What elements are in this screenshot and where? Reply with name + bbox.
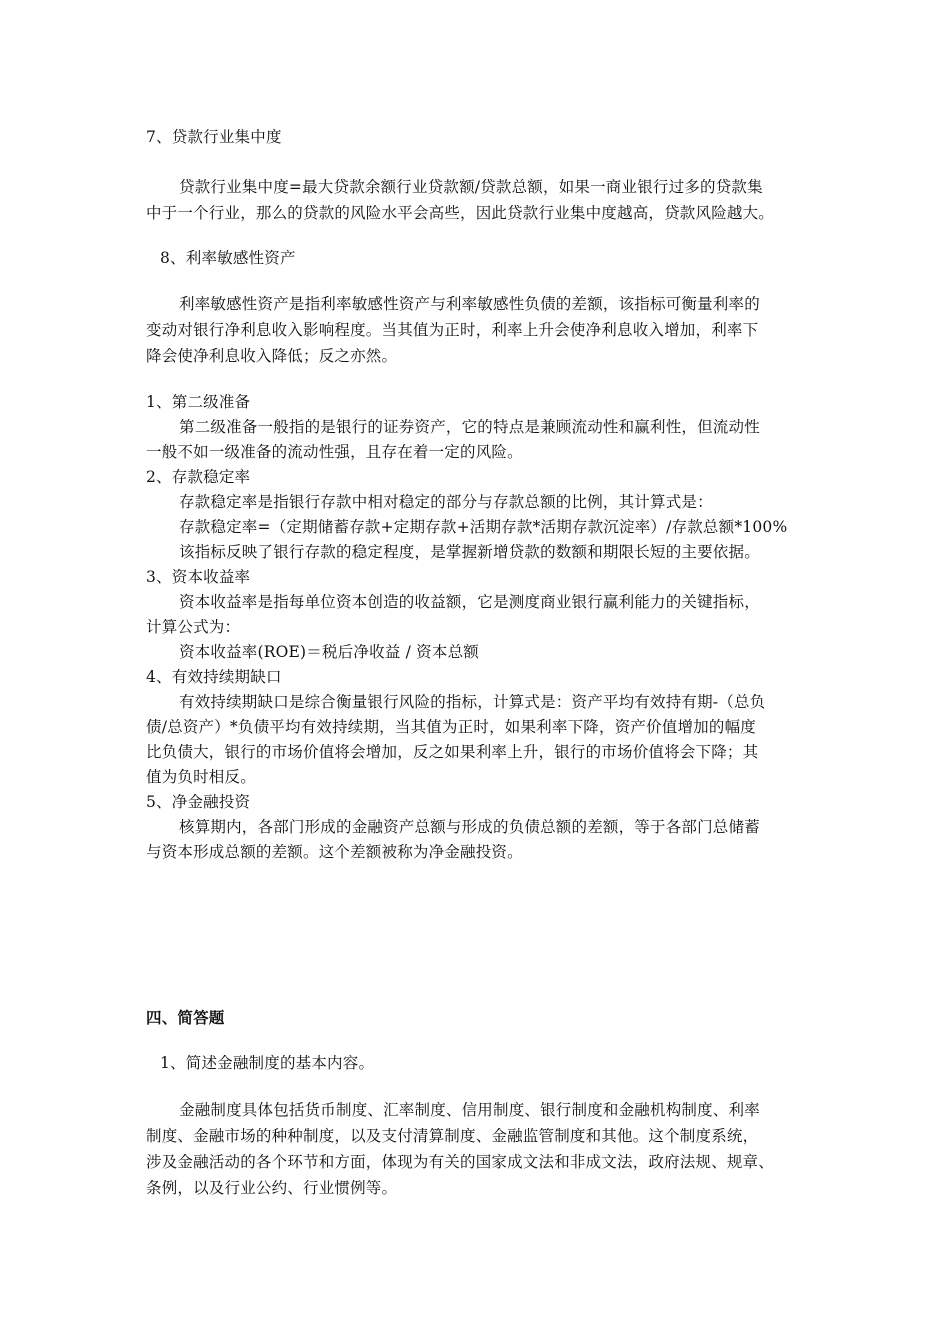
- paragraph-line: 资本收益率是指每单位资本创造的收益额，它是测度商业银行赢利能力的关键指标，: [179, 593, 760, 611]
- section-heading-rate-sensitive-assets: 8、利率敏感性资产: [160, 249, 296, 267]
- paragraph-line: 值为负时相反。: [146, 768, 256, 786]
- paragraph-line: 中于一个行业，那么的贷款的风险水平会高些，因此贷款行业集中度越高，贷款风险越大。: [146, 204, 775, 222]
- paragraph-line: 核算期内，各部门形成的金融资产总额与形成的负债总额的差额，等于各部门总储蓄: [179, 818, 760, 836]
- paragraph-line: 条例，以及行业公约、行业惯例等。: [146, 1179, 398, 1197]
- section-heading-net-financial-investment: 5、净金融投资: [146, 793, 251, 811]
- section-heading-duration-gap: 4、有效持续期缺口: [146, 668, 282, 686]
- paragraph-line: 制度、金融市场的种种制度，以及支付清算制度、金融监管制度和其他。这个制度系统，: [146, 1127, 759, 1145]
- paragraph-line: 变动对银行净利息收入影响程度。当其值为正时，利率上升会使净利息收入增加，利率下: [146, 321, 759, 339]
- paragraph-line: 贷款行业集中度=最大贷款余额行业贷款额/贷款总额，如果一商业银行过多的贷款集: [179, 178, 763, 196]
- section-heading-return-on-equity: 3、资本收益率: [146, 568, 251, 586]
- paragraph-line: 一般不如一级准备的流动性强，且存在着一定的风险。: [146, 443, 523, 461]
- paragraph-line: 利率敏感性资产是指利率敏感性资产与利率敏感性负债的差额，该指标可衡量利率的: [179, 295, 760, 313]
- paragraph-line: 比负债大，银行的市场价值将会增加，反之如果利率上升，银行的市场价值将会下降；其: [146, 743, 759, 761]
- formula-line: 资本收益率(ROE)＝税后净收益 / 资本总额: [179, 643, 479, 661]
- section-heading-loan-industry-concentration: 7、贷款行业集中度: [146, 128, 282, 146]
- paragraph-line: 涉及金融活动的各个环节和方面，体现为有关的国家成文法和非成文法，政府法规、规章、: [146, 1153, 775, 1171]
- paragraph-line: 第二级准备一般指的是银行的证券资产，它的特点是兼顾流动性和赢利性，但流动性: [179, 418, 760, 436]
- paragraph-line: 债/总资产）*负债平均有效持续期，当其值为正时，如果利率下降，资产价值增加的幅度: [146, 718, 756, 736]
- paragraph-line: 降会使净利息收入降低；反之亦然。: [146, 347, 398, 365]
- question-heading: 1、简述金融制度的基本内容。: [160, 1054, 375, 1072]
- paragraph-line: 金融制度具体包括货币制度、汇率制度、信用制度、银行制度和金融机构制度、利率: [179, 1101, 760, 1119]
- section-heading-deposit-stability: 2、存款稳定率: [146, 468, 251, 486]
- paragraph-line: 该指标反映了银行存款的稳定程度，是掌握新增贷款的数额和期限长短的主要依据。: [179, 543, 760, 561]
- paragraph-line: 存款稳定率是指银行存款中相对稳定的部分与存款总额的比例，其计算式是：: [179, 493, 713, 511]
- chapter-heading-short-answer: 四、简答题: [146, 1009, 225, 1027]
- section-heading-secondary-reserve: 1、第二级准备: [146, 393, 251, 411]
- paragraph-line: 与资本形成总额的差额。这个差额被称为净金融投资。: [146, 843, 523, 861]
- paragraph-line: 计算公式为：: [146, 618, 241, 636]
- paragraph-line: 有效持续期缺口是综合衡量银行风险的指标，计算式是：资产平均有效持有期-（总负: [179, 693, 766, 711]
- formula-line: 存款稳定率=（定期储蓄存款+定期存款+活期存款*活期存款沉淀率）/存款总额*100%: [179, 518, 788, 536]
